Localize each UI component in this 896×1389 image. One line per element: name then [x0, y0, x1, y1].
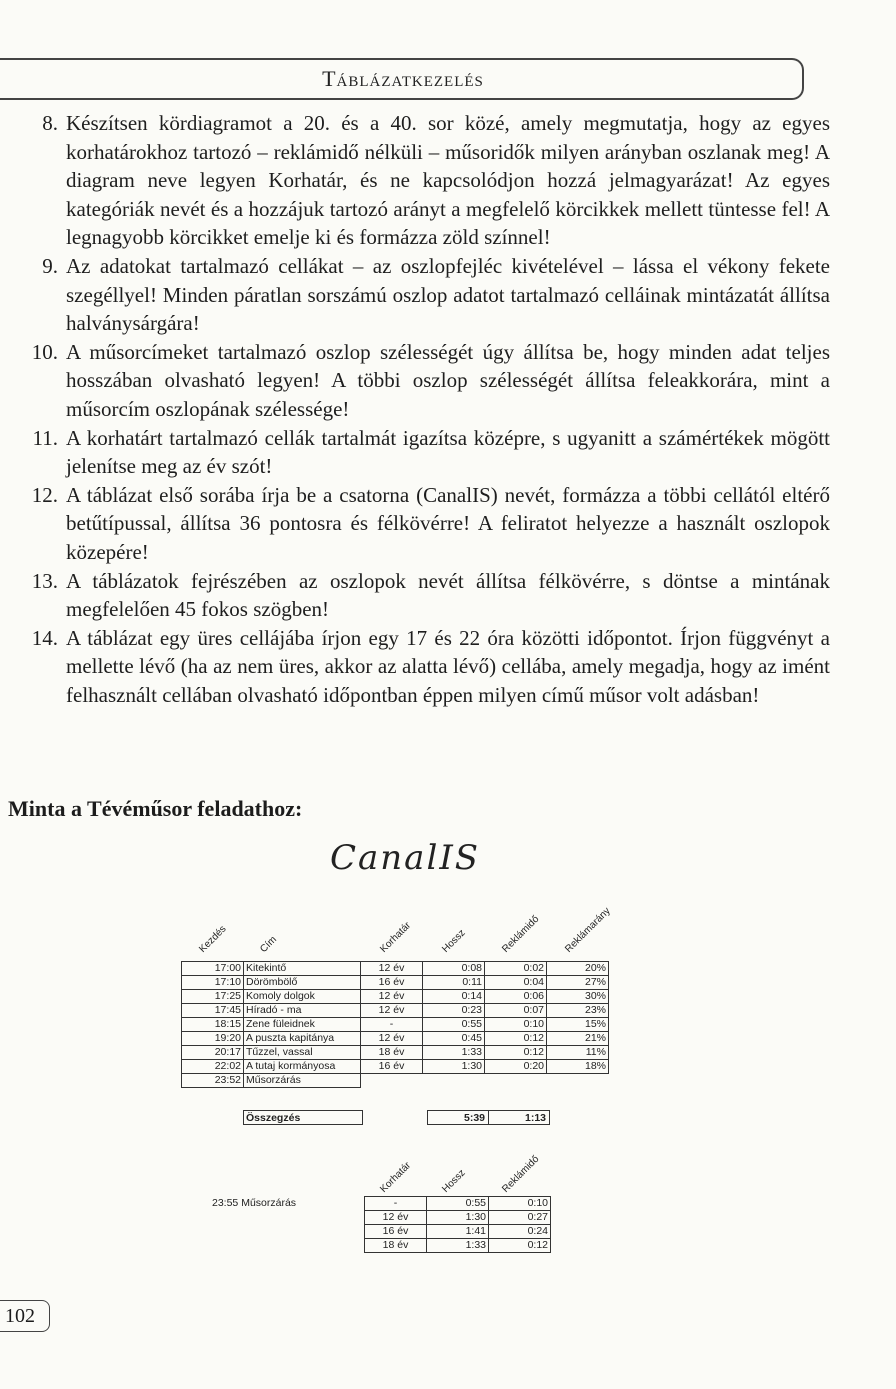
task-number: 14. — [31, 625, 58, 650]
task-text: A táblázat egy üres cellájába írjon egy 17 és 22 óra közötti időpontot. Írjon függvényt a mellette lévő (ha az nem üres, akkor az alatta lévő) cellába, amely megadja, hogy az imént felhasznált cellában olvasható időpontban éppen milyen című műsor volt adásban! — [66, 625, 830, 707]
cell-reklamido: 0:12 — [489, 1239, 551, 1253]
query-result: Műsorzárás — [241, 1197, 297, 1209]
task-number: 12. — [31, 482, 58, 507]
summary-table — [364, 1196, 551, 1253]
table-row — [182, 1046, 609, 1060]
cell-reklamarany: 21% — [547, 1032, 609, 1046]
cell-reklamarany — [547, 1074, 609, 1088]
cell-reklamido: 0:10 — [489, 1197, 551, 1211]
cell-reklamido: 0:12 — [485, 1046, 547, 1060]
cell-korhatar: 12 év — [361, 990, 423, 1004]
header-hossz: Hossz — [440, 927, 468, 955]
cell-kezdes: 17:45 — [182, 1004, 244, 1018]
program-table — [181, 961, 609, 1088]
cell-reklamarany: 30% — [547, 990, 609, 1004]
task-number: 9. — [42, 253, 58, 278]
task-item — [0, 567, 830, 624]
table-row — [182, 976, 609, 990]
header-cim: Cím — [258, 934, 279, 955]
cell-korhatar: 12 év — [361, 962, 423, 976]
cell-korhatar: 12 év — [365, 1211, 427, 1225]
header-reklamido: Reklámidő — [500, 913, 542, 955]
task-text: Készítsen kördiagramot a 20. és a 40. sor közé, amely megmutatja, hogy az egyes korhatárokhoz tartozó – reklámidő nélküli – műsoridők milyen arányban oszlanak meg! A diagram neve legyen Korhatár, és ne kapcsolódjon hozzá jelmagyarázat! Az egyes kategóriák nevét és a hozzájuk tartozó arányt a megfelelő körcikkek mellett tüntesse fel! A legnagyobb körcikket emelje ki és formázza zöld színnel! — [66, 111, 830, 250]
summary-reklamido-cell: 1:13 — [488, 1110, 550, 1125]
cell-reklamido: 0:27 — [489, 1211, 551, 1225]
task-item — [0, 252, 830, 338]
cell-hossz — [423, 1074, 485, 1088]
header-reklamarany: Reklámarány — [563, 905, 613, 955]
cell-korhatar: - — [361, 1018, 423, 1032]
cell-reklamido: 0:10 — [485, 1018, 547, 1032]
table-row — [182, 1060, 609, 1074]
cell-kezdes: 23:52 — [182, 1074, 244, 1088]
cell-kezdes: 19:20 — [182, 1032, 244, 1046]
header-kezdes: Kezdés — [197, 923, 229, 955]
cell-cim: A tutaj kormányosa — [244, 1060, 361, 1074]
cell-hossz: 0:45 — [423, 1032, 485, 1046]
query-time: 23:55 — [212, 1197, 239, 1209]
cell-korhatar: 12 év — [361, 1032, 423, 1046]
summary-hossz-cell: 5:39 — [427, 1110, 489, 1125]
cell-reklamarany: 18% — [547, 1060, 609, 1074]
task-text: A műsorcímeket tartalmazó oszlop szélességét úgy állítsa be, hogy minden adat teljes hosszában olvasható legyen! A többi oszlop szélességét állítsa feleakkorára, mint a műsorcím oszlopának szélessége! — [66, 339, 830, 421]
cell-korhatar: 12 év — [361, 1004, 423, 1018]
task-number: 8. — [42, 111, 58, 135]
cell-cim: Műsorzárás — [244, 1074, 361, 1088]
cell-reklamarany: 27% — [547, 976, 609, 990]
cell-cim: A puszta kapitánya — [244, 1032, 361, 1046]
task-text: A korhatárt tartalmazó cellák tartalmát igazítsa középre, s ugyanitt a számértékek mögött jelenítse meg az év szót! — [66, 425, 830, 479]
cell-korhatar — [361, 1074, 423, 1088]
table-row — [182, 1018, 609, 1032]
cell-cim: Dörömbölő — [244, 976, 361, 990]
cell-reklamido: 0:02 — [485, 962, 547, 976]
page-header-title: Táblázatkezelés — [322, 66, 484, 91]
table-row — [365, 1239, 551, 1253]
task-number: 10. — [31, 339, 58, 364]
page-number: 102 — [0, 1300, 50, 1332]
query-row — [212, 1197, 296, 1209]
cell-korhatar: 18 év — [361, 1046, 423, 1060]
task-item — [0, 481, 830, 567]
task-item — [0, 424, 830, 481]
cell-kezdes: 17:25 — [182, 990, 244, 1004]
table-row — [182, 1004, 609, 1018]
task-list — [0, 109, 830, 709]
table-row — [365, 1211, 551, 1225]
header2-korhatar: Korhatár — [378, 1160, 414, 1195]
cell-hossz: 0:55 — [427, 1197, 489, 1211]
cell-cim: Híradó - ma — [244, 1004, 361, 1018]
header2-hossz: Hossz — [440, 1167, 468, 1195]
cell-korhatar: 16 év — [361, 976, 423, 990]
task-item — [0, 624, 830, 710]
cell-cim: Komoly dolgok — [244, 990, 361, 1004]
header2-reklamido: Reklámidő — [500, 1153, 542, 1195]
table-row — [365, 1225, 551, 1239]
cell-hossz: 1:41 — [427, 1225, 489, 1239]
channel-title: CanalIS — [330, 838, 481, 878]
cell-hossz: 1:33 — [423, 1046, 485, 1060]
task-number: 11. — [32, 425, 58, 450]
table-row — [182, 962, 609, 976]
table-row — [182, 990, 609, 1004]
cell-cim: Zene füleidnek — [244, 1018, 361, 1032]
task-text: A táblázat első sorába írja be a csatorna (CanalIS) nevét, formázza a többi cellától eltérő betűtípussal, állítsa 36 pontosra és félkövérre! A feliratot helyezze a használt oszlopok közepére! — [66, 482, 830, 564]
cell-reklamido: 0:07 — [485, 1004, 547, 1018]
cell-korhatar: 16 év — [365, 1225, 427, 1239]
table-row — [182, 1032, 609, 1046]
cell-reklamido: 0:06 — [485, 990, 547, 1004]
cell-hossz: 0:14 — [423, 990, 485, 1004]
cell-reklamido — [485, 1074, 547, 1088]
sample-section-title: Minta a Tévéműsor feladathoz: — [8, 796, 303, 821]
table-row — [182, 1074, 609, 1088]
cell-reklamido: 0:04 — [485, 976, 547, 990]
cell-korhatar: 18 év — [365, 1239, 427, 1253]
task-number: 13. — [31, 568, 58, 593]
cell-cim: Kitekintő — [244, 962, 361, 976]
task-item — [0, 109, 830, 252]
cell-hossz: 0:11 — [423, 976, 485, 990]
cell-kezdes: 17:00 — [182, 962, 244, 976]
cell-korhatar: - — [365, 1197, 427, 1211]
cell-hossz: 0:55 — [423, 1018, 485, 1032]
cell-reklamarany: 23% — [547, 1004, 609, 1018]
task-text: A táblázatok fejrészében az oszlopok nevét állítsa félkövérre, s döntse a mintának megfelelően 45 fokos szögben! — [66, 568, 830, 622]
header-korhatar: Korhatár — [378, 920, 414, 955]
cell-hossz: 0:08 — [423, 962, 485, 976]
cell-hossz: 1:33 — [427, 1239, 489, 1253]
cell-reklamido: 0:20 — [485, 1060, 547, 1074]
cell-hossz: 1:30 — [427, 1211, 489, 1225]
cell-reklamarany: 20% — [547, 962, 609, 976]
cell-kezdes: 22:02 — [182, 1060, 244, 1074]
cell-hossz: 1:30 — [423, 1060, 485, 1074]
cell-hossz: 0:23 — [423, 1004, 485, 1018]
cell-reklamarany: 15% — [547, 1018, 609, 1032]
cell-cim: Tűzzel, vassal — [244, 1046, 361, 1060]
summary-label-cell: Összegzés — [243, 1110, 363, 1125]
cell-kezdes: 17:10 — [182, 976, 244, 990]
cell-kezdes: 20:17 — [182, 1046, 244, 1060]
cell-reklamido: 0:24 — [489, 1225, 551, 1239]
task-text: Az adatokat tartalmazó cellákat – az oszlopfejléc kivételével – lássa el vékony fekete szegéllyel! Minden páratlan sorszámú oszlop adatot tartalmazó celláinak mintázatát állítsa halványsárgára! — [66, 253, 830, 336]
cell-korhatar: 16 év — [361, 1060, 423, 1074]
cell-reklamido: 0:12 — [485, 1032, 547, 1046]
table-row — [365, 1197, 551, 1211]
task-item — [0, 338, 830, 424]
cell-kezdes: 18:15 — [182, 1018, 244, 1032]
cell-reklamarany: 11% — [547, 1046, 609, 1060]
